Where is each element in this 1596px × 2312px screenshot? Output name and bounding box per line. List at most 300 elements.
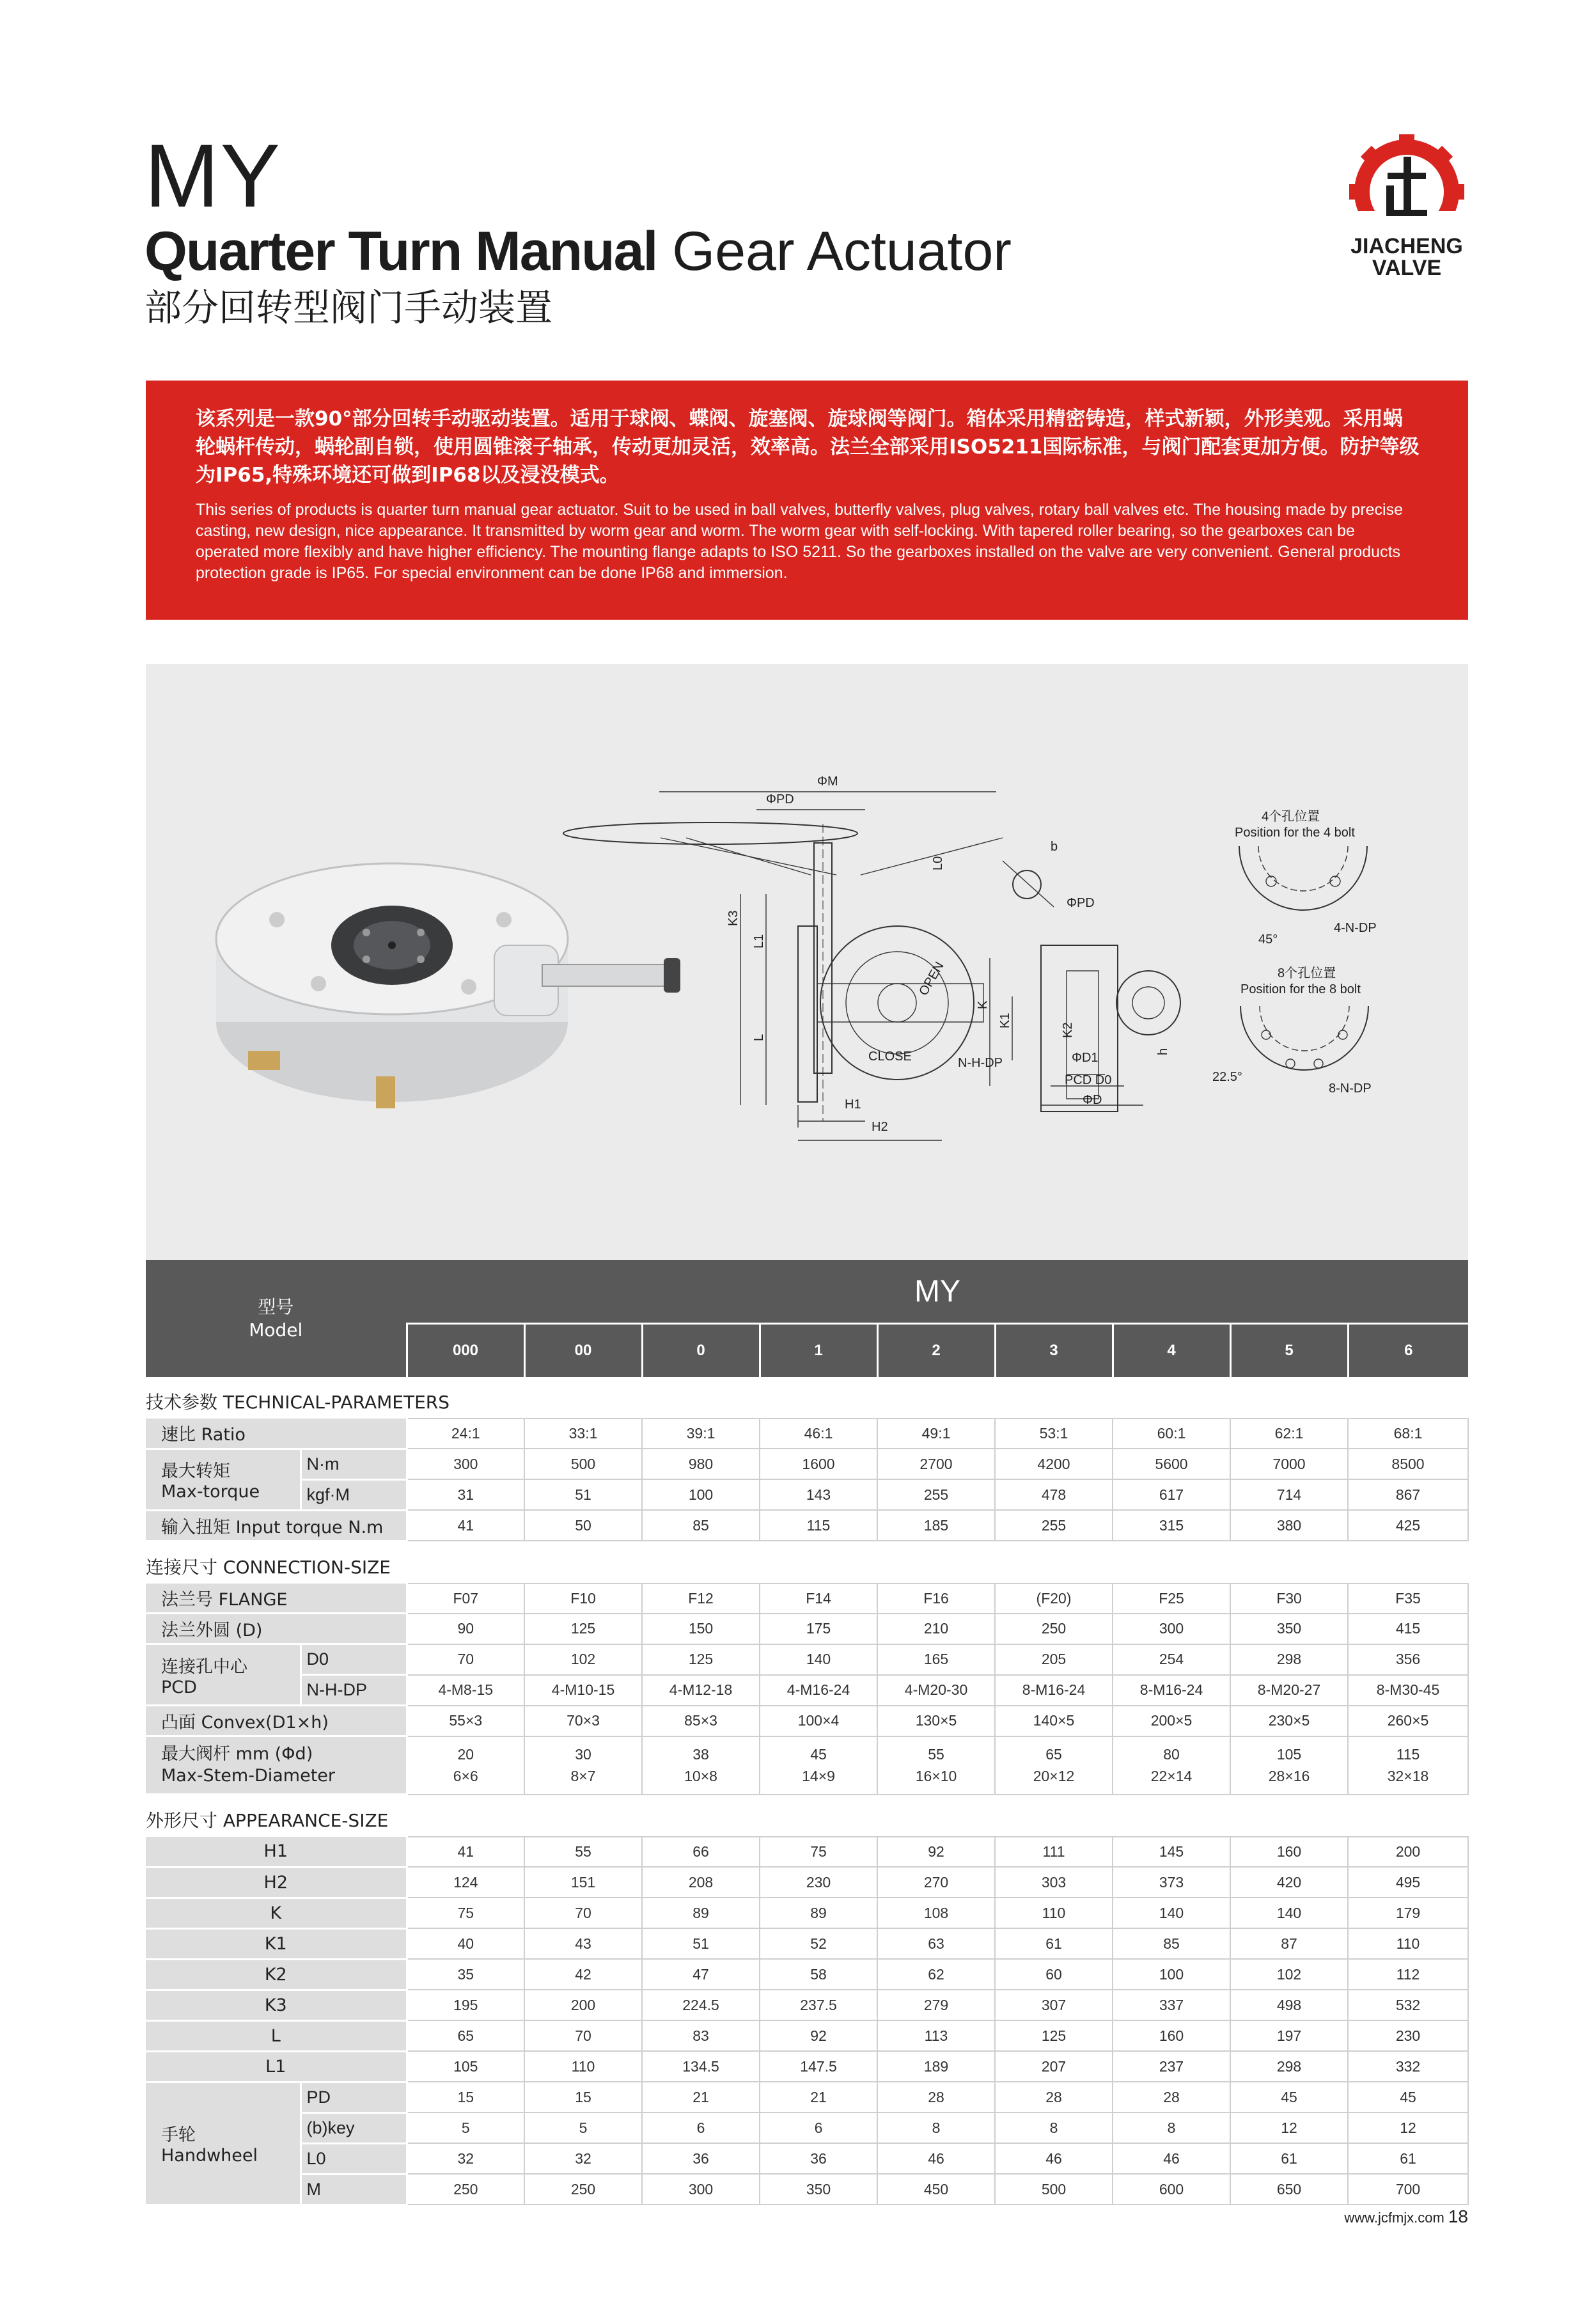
table-cell: 45 bbox=[1348, 2082, 1468, 2112]
table-cell: 700 bbox=[1348, 2174, 1468, 2205]
table-cell: 36 bbox=[760, 2143, 877, 2174]
table-cell: 205 bbox=[995, 1644, 1113, 1675]
drawing-side-view bbox=[958, 945, 1180, 1112]
table-cell: 4-M16-24 bbox=[760, 1675, 877, 1706]
table-cell: 8-M30-45 bbox=[1348, 1675, 1468, 1706]
product-image bbox=[216, 863, 680, 1108]
label-bolt4-cn: 4个孔位置 bbox=[1262, 810, 1320, 824]
table-cell: 8-M16-24 bbox=[1113, 1675, 1230, 1706]
table-cell: 68:1 bbox=[1348, 1419, 1468, 1449]
table-cell: 35 bbox=[407, 1959, 524, 1990]
table-cell: 21 bbox=[760, 2082, 877, 2112]
header-series: MY bbox=[407, 1260, 1468, 1324]
table-cell: 125 bbox=[995, 2020, 1113, 2051]
header-model-col: 00 bbox=[524, 1324, 642, 1378]
table-cell: 230 bbox=[1348, 2020, 1468, 2051]
table-cell: 4-M10-15 bbox=[524, 1675, 642, 1706]
table-cell: 111 bbox=[995, 1837, 1113, 1867]
row-label: 凸面 Convex(D1×h) bbox=[146, 1706, 407, 1736]
page-number: 18 bbox=[1448, 2206, 1468, 2226]
table-cell: 300 bbox=[1113, 1614, 1230, 1644]
table-cell: 195 bbox=[407, 1990, 524, 2020]
label-k1: K1 bbox=[998, 1012, 1012, 1028]
table-cell: 45 14×9 bbox=[760, 1736, 877, 1795]
table-cell: 12 bbox=[1230, 2112, 1348, 2143]
label-l: L bbox=[752, 1034, 766, 1041]
figure-panel bbox=[146, 664, 1468, 1262]
page-title bbox=[145, 221, 1012, 282]
label-phi-pd-side: ΦPD bbox=[1067, 896, 1095, 910]
table-cell: 87 bbox=[1230, 1928, 1348, 1959]
table-cell: 110 bbox=[524, 2051, 642, 2082]
table-cell: 185 bbox=[877, 1510, 995, 1541]
label-h1: H1 bbox=[845, 1097, 861, 1112]
table-cell: 500 bbox=[995, 2174, 1113, 2205]
table-cell: 70 bbox=[407, 1644, 524, 1675]
table-cell: 105 28×16 bbox=[1230, 1736, 1348, 1795]
table-cell: 55×3 bbox=[407, 1706, 524, 1736]
label-bolt8-en: Position for the 8 bolt bbox=[1240, 982, 1361, 996]
table-cell: 307 bbox=[995, 1990, 1113, 2020]
row-label: 法兰号 FLANGE bbox=[146, 1584, 407, 1614]
table-cell: 53:1 bbox=[995, 1419, 1113, 1449]
table-cell: 83 bbox=[642, 2020, 760, 2051]
header-model-col: 2 bbox=[877, 1324, 995, 1378]
row-label: 法兰外圆 (D) bbox=[146, 1614, 407, 1644]
table-cell: 980 bbox=[642, 1449, 760, 1479]
label-h2: H2 bbox=[872, 1120, 888, 1134]
table-cell: 28 bbox=[995, 2082, 1113, 2112]
row-label: L bbox=[146, 2020, 407, 2051]
table-cell: 66 bbox=[642, 1837, 760, 1867]
table-cell: 1600 bbox=[760, 1449, 877, 1479]
page-footer bbox=[1344, 2206, 1468, 2227]
row-sublabel: M bbox=[301, 2174, 407, 2205]
table-cell: 32 bbox=[524, 2143, 642, 2174]
table-cell: 28 bbox=[1113, 2082, 1230, 2112]
table-cell: 140 bbox=[1230, 1898, 1348, 1928]
table-cell: 33:1 bbox=[524, 1419, 642, 1449]
table-cell: 250 bbox=[524, 2174, 642, 2205]
table-cell: 337 bbox=[1113, 1990, 1230, 2020]
table-cell: 303 bbox=[995, 1867, 1113, 1898]
table-row bbox=[146, 1837, 1468, 1867]
header-model-col: 000 bbox=[407, 1324, 524, 1378]
table-cell: 160 bbox=[1230, 1837, 1348, 1867]
table-cell: 140 bbox=[760, 1644, 877, 1675]
table-cell: 224.5 bbox=[642, 1990, 760, 2020]
table-row bbox=[146, 1675, 1468, 1706]
table-cell: F25 bbox=[1113, 1584, 1230, 1614]
table-cell: 46 bbox=[1113, 2143, 1230, 2174]
row-label: H1 bbox=[146, 1837, 407, 1867]
table-cell: 39:1 bbox=[642, 1419, 760, 1449]
table-cell: 115 32×18 bbox=[1348, 1736, 1468, 1795]
table-cell: 5 bbox=[407, 2112, 524, 2143]
table-row bbox=[146, 2112, 1468, 2143]
table-cell: 356 bbox=[1348, 1644, 1468, 1675]
row-sublabel: kgf·M bbox=[301, 1479, 407, 1510]
table-cell: 85 bbox=[1113, 1928, 1230, 1959]
page-title-regular: Gear Actuator bbox=[672, 221, 1012, 282]
table-cell: 40 bbox=[407, 1928, 524, 1959]
table-cell: 108 bbox=[877, 1898, 995, 1928]
table-cell: 46 bbox=[995, 2143, 1113, 2174]
table-cell: 350 bbox=[1230, 1614, 1348, 1644]
table-cell: F14 bbox=[760, 1584, 877, 1614]
header-model-col: 0 bbox=[642, 1324, 760, 1378]
table-cell: 4-M20-30 bbox=[877, 1675, 995, 1706]
table-cell: 179 bbox=[1348, 1898, 1468, 1928]
table-cell: 38 10×8 bbox=[642, 1736, 760, 1795]
table-cell: 160 bbox=[1113, 2020, 1230, 2051]
label-k: K bbox=[976, 1000, 990, 1009]
table-cell: 498 bbox=[1230, 1990, 1348, 2020]
table-cell: 8-M16-24 bbox=[995, 1675, 1113, 1706]
table-cell: 124 bbox=[407, 1867, 524, 1898]
table-cell: F30 bbox=[1230, 1584, 1348, 1614]
header-model-col: 5 bbox=[1230, 1324, 1348, 1378]
row-sublabel: PD bbox=[301, 2082, 407, 2112]
label-angle-45: 45° bbox=[1258, 932, 1278, 947]
table-row bbox=[146, 1510, 1468, 1541]
table-cell: 15 bbox=[524, 2082, 642, 2112]
label-k3: K3 bbox=[726, 910, 740, 926]
table-cell: 89 bbox=[642, 1898, 760, 1928]
table-cell: 197 bbox=[1230, 2020, 1348, 2051]
table-cell: 147.5 bbox=[760, 2051, 877, 2082]
table-cell: 89 bbox=[760, 1898, 877, 1928]
table-cell: 110 bbox=[1348, 1928, 1468, 1959]
table-cell: 62 bbox=[877, 1959, 995, 1990]
table-cell: 92 bbox=[877, 1837, 995, 1867]
row-sublabel: N-H-DP bbox=[301, 1675, 407, 1706]
table-cell: 150 bbox=[642, 1614, 760, 1644]
table-cell: 250 bbox=[995, 1614, 1113, 1644]
table-cell: F10 bbox=[524, 1584, 642, 1614]
table-cell: 143 bbox=[760, 1479, 877, 1510]
table-row bbox=[146, 1479, 1468, 1510]
table-cell: 55 16×10 bbox=[877, 1736, 995, 1795]
row-label: 最大阀杆 mm (Φd) Max-Stem-Diameter bbox=[146, 1736, 407, 1795]
table-row bbox=[146, 2051, 1468, 2082]
table-cell: 113 bbox=[877, 2020, 995, 2051]
table-cell: 36 bbox=[642, 2143, 760, 2174]
drawing-bolt-8 bbox=[1212, 966, 1372, 1096]
table-cell: 58 bbox=[760, 1959, 877, 1990]
table-cell: 28 bbox=[877, 2082, 995, 2112]
page-title-bold: Quarter Turn Manual bbox=[145, 221, 657, 282]
table-cell: 61 bbox=[1230, 2143, 1348, 2174]
table-cell: 60:1 bbox=[1113, 1419, 1230, 1449]
table-cell: 200 bbox=[524, 1990, 642, 2020]
table-cell: 61 bbox=[1348, 2143, 1468, 2174]
table-cell: 867 bbox=[1348, 1479, 1468, 1510]
row-label: L1 bbox=[146, 2051, 407, 2082]
table-cell: 43 bbox=[524, 1928, 642, 1959]
row-label: K1 bbox=[146, 1928, 407, 1959]
table-cell: 8500 bbox=[1348, 1449, 1468, 1479]
table-cell: 230×5 bbox=[1230, 1706, 1348, 1736]
table-cell: 350 bbox=[760, 2174, 877, 2205]
footer-url: www.jcfmjx.com bbox=[1344, 2210, 1444, 2226]
table-cell: 140×5 bbox=[995, 1706, 1113, 1736]
table-cell: 8 bbox=[995, 2112, 1113, 2143]
table-cell: 70 bbox=[524, 1898, 642, 1928]
table-cell: 125 bbox=[524, 1614, 642, 1644]
table-cell: 237.5 bbox=[760, 1990, 877, 2020]
table-cell: 21 bbox=[642, 2082, 760, 2112]
row-label: K2 bbox=[146, 1959, 407, 1990]
section-technical: 技术参数 TECHNICAL-PARAMETERS bbox=[146, 1392, 450, 1413]
table-cell: 15 bbox=[407, 2082, 524, 2112]
table-cell: 425 bbox=[1348, 1510, 1468, 1541]
intro-text-en: This series of products is quarter turn manual gear actuator. Suit to be used in ball valves, butterfly valves, plug valves, rotary ball valves etc. The housing made by precise casting, new design, nice appearance. It transmitted by worm gear and worm. The worm gear with self-locking. With tapered roller bearing, so the gearboxes can be operated more flexibly and have higher efficiency. The mounting flange adapts to ISO 5211. So the gearboxes installed on the valve are very convenient. General products protection grade is IP65. For special environment can be done IP68 and immersion. bbox=[196, 501, 1404, 582]
table-cell: 165 bbox=[877, 1644, 995, 1675]
table-cell: 279 bbox=[877, 1990, 995, 2020]
table-row bbox=[146, 1419, 1468, 1449]
table-cell: 255 bbox=[877, 1479, 995, 1510]
table-cell: 100×4 bbox=[760, 1706, 877, 1736]
table-row bbox=[146, 2174, 1468, 2205]
table-cell: (F20) bbox=[995, 1584, 1113, 1614]
table-cell: 62:1 bbox=[1230, 1419, 1348, 1449]
table-cell: 63 bbox=[877, 1928, 995, 1959]
table-cell: 617 bbox=[1113, 1479, 1230, 1510]
table-cell: 75 bbox=[407, 1898, 524, 1928]
table-cell: 145 bbox=[1113, 1837, 1230, 1867]
section-appearance: 外形尺寸 APPEARANCE-SIZE bbox=[146, 1810, 389, 1831]
table-cell: 450 bbox=[877, 2174, 995, 2205]
table-cell: 210 bbox=[877, 1614, 995, 1644]
label-k2: K2 bbox=[1061, 1022, 1075, 1038]
label-h: h bbox=[1156, 1048, 1170, 1055]
label-pcd-d0: PCD D0 bbox=[1065, 1073, 1112, 1087]
page-title-cn: 部分回转型阀门手动装置 bbox=[145, 286, 553, 329]
table-cell: 41 bbox=[407, 1510, 524, 1541]
table-cell: 41 bbox=[407, 1837, 524, 1867]
page-model-title: MY bbox=[145, 125, 281, 226]
label-b: b bbox=[1051, 840, 1058, 854]
intro-box bbox=[146, 381, 1468, 620]
table-row bbox=[146, 1614, 1468, 1644]
table-cell: 5 bbox=[524, 2112, 642, 2143]
table-cell: 46 bbox=[877, 2143, 995, 2174]
label-phi-d1: ΦD1 bbox=[1072, 1051, 1099, 1065]
table-cell: 51 bbox=[642, 1928, 760, 1959]
table-cell: 300 bbox=[407, 1449, 524, 1479]
spec-table bbox=[146, 1260, 1468, 2206]
row-sublabel: (b)key bbox=[301, 2112, 407, 2143]
table-cell: 4200 bbox=[995, 1449, 1113, 1479]
row-label: 速比 Ratio bbox=[146, 1419, 407, 1449]
table-row bbox=[146, 2143, 1468, 2174]
table-row bbox=[146, 1644, 1468, 1675]
table-cell: 4-M8-15 bbox=[407, 1675, 524, 1706]
table-cell: 189 bbox=[877, 2051, 995, 2082]
row-label: H2 bbox=[146, 1867, 407, 1898]
table-cell: 46:1 bbox=[760, 1419, 877, 1449]
row-label: K3 bbox=[146, 1990, 407, 2020]
table-cell: 24:1 bbox=[407, 1419, 524, 1449]
table-cell: 298 bbox=[1230, 1644, 1348, 1675]
table-cell: 47 bbox=[642, 1959, 760, 1990]
table-row bbox=[146, 2020, 1468, 2051]
label-bolt4-en: Position for the 4 bolt bbox=[1235, 826, 1355, 840]
drawing-key-detail bbox=[1003, 840, 1095, 910]
table-cell: 45 bbox=[1230, 2082, 1348, 2112]
row-sublabel: N·m bbox=[301, 1449, 407, 1479]
table-cell: 85×3 bbox=[642, 1706, 760, 1736]
table-cell: 714 bbox=[1230, 1479, 1348, 1510]
table-cell: 32 bbox=[407, 2143, 524, 2174]
table-cell: 315 bbox=[1113, 1510, 1230, 1541]
table-cell: 70 bbox=[524, 2020, 642, 2051]
table-cell: 102 bbox=[1230, 1959, 1348, 1990]
table-cell: 415 bbox=[1348, 1614, 1468, 1644]
row-label: K bbox=[146, 1898, 407, 1928]
table-cell: 175 bbox=[760, 1614, 877, 1644]
drawing-bolt-4 bbox=[1235, 809, 1377, 947]
table-cell: 105 bbox=[407, 2051, 524, 2082]
table-cell: 500 bbox=[524, 1449, 642, 1479]
table-cell: 300 bbox=[642, 2174, 760, 2205]
table-cell: 112 bbox=[1348, 1959, 1468, 1990]
table-cell: 20 6×6 bbox=[407, 1736, 524, 1795]
table-cell: 90 bbox=[407, 1614, 524, 1644]
table-cell: 52 bbox=[760, 1928, 877, 1959]
table-cell: 60 bbox=[995, 1959, 1113, 1990]
table-cell: 254 bbox=[1113, 1644, 1230, 1675]
table-row bbox=[146, 1449, 1468, 1479]
table-cell: 75 bbox=[760, 1837, 877, 1867]
table-cell: F16 bbox=[877, 1584, 995, 1614]
table-row bbox=[146, 1959, 1468, 1990]
table-cell: 30 8×7 bbox=[524, 1736, 642, 1795]
header-model-cell: 型号 Model bbox=[146, 1260, 407, 1377]
label-n4: 4-N-DP bbox=[1334, 921, 1377, 935]
row-sublabel: L0 bbox=[301, 2143, 407, 2174]
table-cell: 12 bbox=[1348, 2112, 1468, 2143]
table-cell: 8 bbox=[877, 2112, 995, 2143]
header-model-col: 4 bbox=[1113, 1324, 1230, 1378]
row-label: 连接孔中心 PCD bbox=[146, 1644, 301, 1706]
table-cell: 115 bbox=[760, 1510, 877, 1541]
technical-drawing bbox=[146, 664, 1468, 1262]
table-cell: 270 bbox=[877, 1867, 995, 1898]
row-label: 最大转矩 Max-torque bbox=[146, 1449, 301, 1510]
table-cell: 380 bbox=[1230, 1510, 1348, 1541]
table-row bbox=[146, 1736, 1468, 1795]
table-cell: 495 bbox=[1348, 1867, 1468, 1898]
table-cell: 230 bbox=[760, 1867, 877, 1898]
table-cell: 102 bbox=[524, 1644, 642, 1675]
table-cell: 140 bbox=[1113, 1898, 1230, 1928]
table-cell: 4-M12-18 bbox=[642, 1675, 760, 1706]
table-cell: 532 bbox=[1348, 1990, 1468, 2020]
table-cell: 420 bbox=[1230, 1867, 1348, 1898]
table-cell: 8-M20-27 bbox=[1230, 1675, 1348, 1706]
drawing-front-view bbox=[563, 775, 1003, 1140]
table-cell: 42 bbox=[524, 1959, 642, 1990]
table-cell: 650 bbox=[1230, 2174, 1348, 2205]
table-row bbox=[146, 1867, 1468, 1898]
table-cell: 80 22×14 bbox=[1113, 1736, 1230, 1795]
label-l1: L1 bbox=[752, 934, 766, 948]
table-row bbox=[146, 1706, 1468, 1736]
row-label: 手轮 Handwheel bbox=[146, 2082, 301, 2205]
table-cell: 31 bbox=[407, 1479, 524, 1510]
brand-name: JIACHENG VALVE bbox=[1350, 234, 1463, 280]
table-cell: 208 bbox=[642, 1867, 760, 1898]
header-model-col: 6 bbox=[1348, 1324, 1468, 1378]
table-cell: 65 20×12 bbox=[995, 1736, 1113, 1795]
table-cell: 298 bbox=[1230, 2051, 1348, 2082]
table-cell: 100 bbox=[642, 1479, 760, 1510]
table-cell: F35 bbox=[1348, 1584, 1468, 1614]
table-cell: 70×3 bbox=[524, 1706, 642, 1736]
label-phi-d: ΦD bbox=[1083, 1093, 1102, 1107]
table-cell: F12 bbox=[642, 1584, 760, 1614]
table-cell: 237 bbox=[1113, 2051, 1230, 2082]
table-cell: 85 bbox=[642, 1510, 760, 1541]
row-label: 输入扭矩 Input torque N.m bbox=[146, 1510, 407, 1541]
label-l0: L0 bbox=[931, 856, 945, 870]
table-cell: 207 bbox=[995, 2051, 1113, 2082]
table-cell: 110 bbox=[995, 1898, 1113, 1928]
table-cell: 260×5 bbox=[1348, 1706, 1468, 1736]
table-cell: 51 bbox=[524, 1479, 642, 1510]
table-row bbox=[146, 1898, 1468, 1928]
header-model-col: 1 bbox=[760, 1324, 877, 1378]
table-cell: 8 bbox=[1113, 2112, 1230, 2143]
table-cell: 478 bbox=[995, 1479, 1113, 1510]
table-cell: 5600 bbox=[1113, 1449, 1230, 1479]
label-phi-pd-top: ΦPD bbox=[766, 792, 794, 806]
label-n8: 8-N-DP bbox=[1329, 1081, 1372, 1096]
header-model-col: 3 bbox=[995, 1324, 1113, 1378]
table-row bbox=[146, 1990, 1468, 2020]
section-connection: 连接尺寸 CONNECTION-SIZE bbox=[146, 1556, 391, 1578]
label-open: OPEN bbox=[916, 959, 947, 998]
label-n-h-dp: N-H-DP bbox=[958, 1056, 1003, 1070]
table-cell: 2700 bbox=[877, 1449, 995, 1479]
intro-text-cn: 该系列是一款90°部分回转手动驱动装置。适用于球阀、蝶阀、旋塞阀、旋球阀等阀门。箱体采用精密铸造，样式新颖，外形美观。采用蜗轮蜗杆传动，蜗轮副自锁，使用圆锥滚子轴承，传动更加灵活，效率高。法兰全部采用ISO5211国际标准，与阀门配套更加方便。防护等级为IP65,特殊环境还可做到IP68以及浸没模式。 bbox=[196, 407, 1420, 487]
table-cell: 100 bbox=[1113, 1959, 1230, 1990]
table-row bbox=[146, 2082, 1468, 2112]
table-row bbox=[146, 1584, 1468, 1614]
table-cell: 61 bbox=[995, 1928, 1113, 1959]
table-cell: 92 bbox=[760, 2020, 877, 2051]
table-cell: 7000 bbox=[1230, 1449, 1348, 1479]
table-row bbox=[146, 1928, 1468, 1959]
table-cell: 200 bbox=[1348, 1837, 1468, 1867]
label-close: CLOSE bbox=[868, 1050, 912, 1064]
table-cell: 250 bbox=[407, 2174, 524, 2205]
table-cell: 373 bbox=[1113, 1867, 1230, 1898]
table-cell: 151 bbox=[524, 1867, 642, 1898]
table-cell: 55 bbox=[524, 1837, 642, 1867]
table-cell: 332 bbox=[1348, 2051, 1468, 2082]
table-cell: 600 bbox=[1113, 2174, 1230, 2205]
table-cell: 49:1 bbox=[877, 1419, 995, 1449]
table-cell: 65 bbox=[407, 2020, 524, 2051]
table-cell: 50 bbox=[524, 1510, 642, 1541]
table-cell: 200×5 bbox=[1113, 1706, 1230, 1736]
table-cell: 6 bbox=[760, 2112, 877, 2143]
table-cell: 134.5 bbox=[642, 2051, 760, 2082]
label-angle-225: 22.5° bbox=[1212, 1070, 1242, 1084]
